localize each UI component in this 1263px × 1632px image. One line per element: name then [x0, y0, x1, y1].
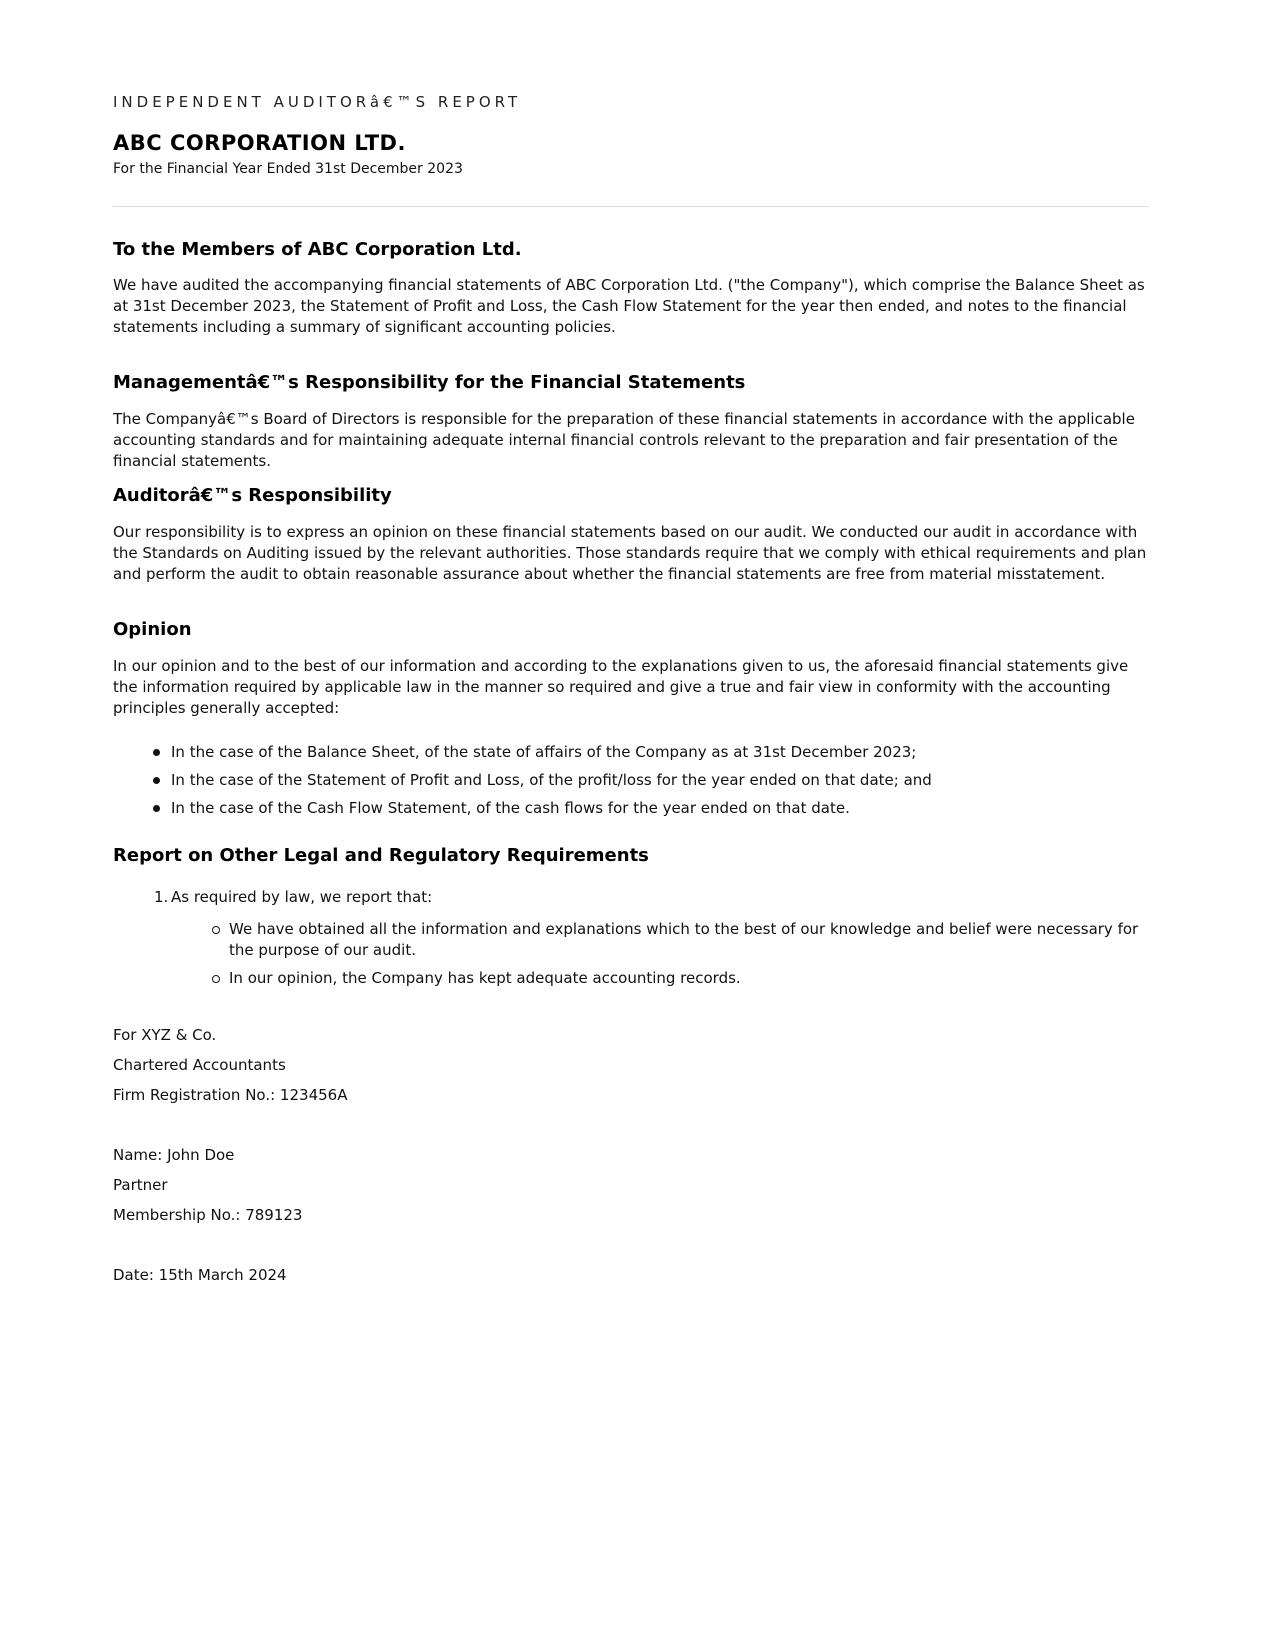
- opinion-heading: Opinion: [113, 619, 192, 640]
- legal-sub-item: We have obtained all the information and explanations which to the best of our knowledge and belief were necessary for the purpose of our audit.: [171, 919, 1149, 961]
- legal-item-number: 1.: [154, 888, 169, 906]
- signature-date: Date: 15th March 2024: [113, 1266, 287, 1284]
- report-kicker: INDEPENDENT AUDITORâ€™S REPORT: [113, 93, 522, 111]
- auditor-paragraph: Our responsibility is to express an opinion on these financial statements based on our audit. We conducted our audit in accordance with the Standards on Auditing issued by the relevant authorities. Those standards require that we comply with ethical requirements and plan and perform the audit to obtain reasonable assurance about whether the financial statements are free from material misstatement.: [113, 523, 1147, 583]
- legal-list: [113, 887, 1149, 996]
- management-paragraph: The Companyâ€™s Board of Directors is responsible for the preparation of these financial statements in accordance with the applicable accounting standards and for maintaining adequate internal financial controls relevant to the preparation and fair presentation of the financial statements.: [113, 410, 1135, 470]
- signature-membership: Membership No.: 789123: [113, 1206, 303, 1224]
- intro-paragraph: We have audited the accompanying financial statements of ABC Corporation Ltd. ("the Company"), which comprise the Balance Sheet as at 31st December 2023, the Statement of Profit and Loss, the Cash Flow Statement for the year then ended, and notes to the financial statements including a summary of significant accounting policies.: [113, 276, 1145, 336]
- company-name: ABC CORPORATION LTD.: [113, 131, 406, 155]
- opinion-bullet: In the case of the Balance Sheet, of the state of affairs of the Company as at 31st December 2023;: [113, 742, 1149, 763]
- management-heading: Managementâ€™s Responsibility for the Financial Statements: [113, 372, 746, 393]
- signature-firm: For XYZ & Co.: [113, 1026, 217, 1044]
- opinion-bullet: In the case of the Cash Flow Statement, of the cash flows for the year ended on that date.: [113, 798, 1149, 819]
- legal-item: [113, 887, 1149, 989]
- signature-role: Partner: [113, 1176, 168, 1194]
- legal-heading: Report on Other Legal and Regulatory Requirements: [113, 845, 649, 866]
- intro-heading: To the Members of ABC Corporation Ltd.: [113, 239, 522, 260]
- legal-item-text: As required by law, we report that:: [171, 888, 433, 906]
- signature-name: Name: John Doe: [113, 1146, 235, 1164]
- opinion-paragraph: In our opinion and to the best of our information and according to the explanations given to us, the aforesaid financial statements give the information required by applicable law in the manner so required and give a true and fair view in conformity with the accounting principles generally accepted:: [113, 657, 1129, 717]
- legal-sub-item: In our opinion, the Company has kept adequate accounting records.: [171, 968, 1149, 989]
- signature-firm-type: Chartered Accountants: [113, 1056, 286, 1074]
- signature-firm-registration: Firm Registration No.: 123456A: [113, 1086, 348, 1104]
- report-period: For the Financial Year Ended 31st December 2023: [113, 161, 463, 177]
- opinion-bullet-list: [113, 742, 1149, 826]
- header-divider: [113, 206, 1149, 207]
- legal-sub-list: [171, 919, 1149, 989]
- auditor-heading: Auditorâ€™s Responsibility: [113, 485, 392, 506]
- opinion-bullet: In the case of the Statement of Profit and Loss, of the profit/loss for the year ended on that date; and: [113, 770, 1149, 791]
